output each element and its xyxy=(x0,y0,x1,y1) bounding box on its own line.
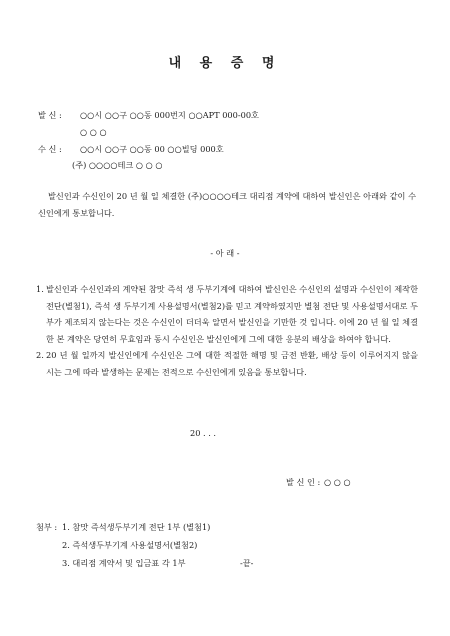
item-text: 20 년 월 일까지 발신인에게 수신인은 그에 대한 적절한 해명 및 금전 반환, 배상 등이 이루어지지 않을 시는 그에 따라 발생하는 문제는 전적으로 수신인에게 있음을 통보합니다. xyxy=(46,350,418,377)
item-number: 1. xyxy=(36,284,44,294)
item-text: 발신인과 수신인과의 계약된 참맛 즉석 생 두부기계에 대하여 발신인은 수신인의 설명과 수신인이 제작한 전단(별첨1), 즉석 생 두부기계 사용설명서(별첨2)를 믿고 계약하였지만 별첨 전단 및 사용설명서대로 두부가 제조되지 않는다는 것은 수신인이 더더욱 알면서 발신인을 기만한 것 입니다. 이에 20 년 월 일 체결한 본 계약은 당연히 무효임과 동시 수신인은 발신인에게 그에 대한 응분의 배상을 하여야 합니다. xyxy=(46,284,418,344)
date-line: 20 . . . xyxy=(190,428,217,438)
end-mark: -끝- xyxy=(240,558,254,568)
signature-name: ○ ○ ○ xyxy=(324,477,351,487)
document-title: 내 용 증 명 xyxy=(168,56,282,71)
enclosure-item: 2. 즉석생두부기계 사용설명서(별첨2) xyxy=(62,540,198,550)
sender-label: 발 신 : xyxy=(38,110,62,120)
recipient-address: ○○시 ○○구 ○○동 00 ○○빌딩 000호 xyxy=(80,144,224,154)
enclosure-item: 3. 대리점 계약서 및 입금표 각 1부 xyxy=(62,558,186,568)
signature-label: 발 신 인 : xyxy=(286,477,321,487)
enclosure-label: 첨부 : xyxy=(36,522,58,532)
sender-address: ○○시 ○○구 ○○동 000번지 ○○APT 000-00호 xyxy=(80,110,259,120)
enclosure-item: 1. 참맛 즉석생두부기계 전단 1부 (별첨1) xyxy=(62,522,211,532)
list-item xyxy=(36,281,418,347)
recipient-name: (주) ○○○○테크 ○ ○ ○ xyxy=(72,160,163,170)
item-number: 2. xyxy=(36,350,44,360)
recipient-label: 수 신 : xyxy=(38,144,62,154)
below-heading: - 아 래 - xyxy=(210,248,240,258)
intro-paragraph: 발신인과 수신인이 20 년 월 일 체결한 (주)○○○○테크 대리점 계약에 대하여 발신인은 아래와 같이 수신인에게 통보합니다. xyxy=(38,191,416,218)
list-item xyxy=(36,347,418,380)
item-list xyxy=(36,281,418,380)
sender-name: ○ ○ ○ xyxy=(80,127,107,137)
